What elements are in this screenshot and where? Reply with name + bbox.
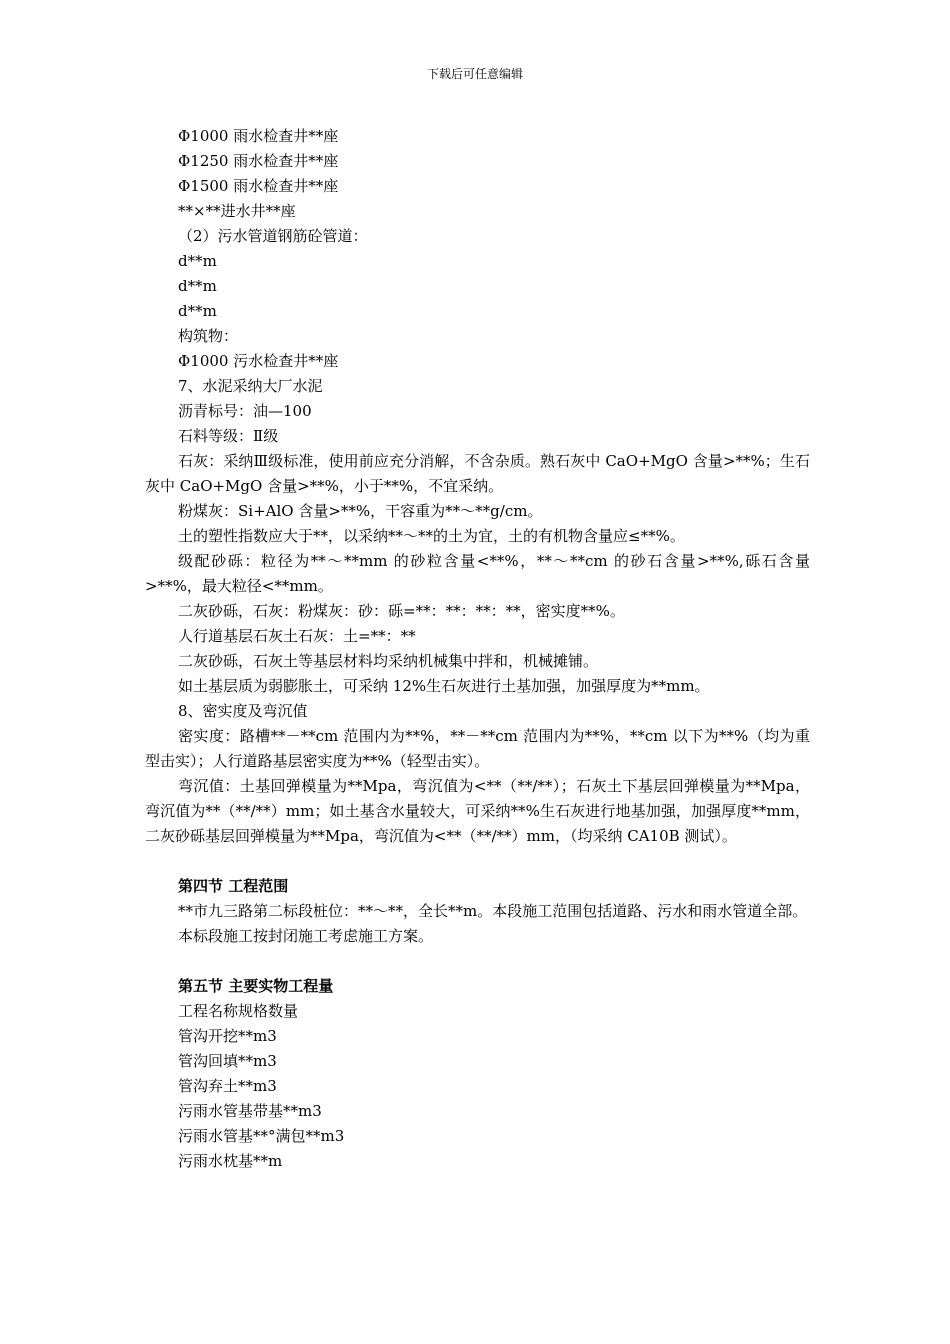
paragraph: 弯沉值：土基回弹模量为**Mpa，弯沉值为<**（**/**）；石灰土下基层回弹模量为**Mpa，弯沉值为**（**/**）mm；如土基含水量较大，可采纳**%生石灰进行地基加强，加强厚度**mm，二灰砂砾基层回弹模量为**Mpa，弯沉值为<**（**/**）mm，（均采纳 CA10B 测试）。 bbox=[145, 777, 810, 845]
text-line: d**m bbox=[178, 302, 217, 320]
blank-line bbox=[145, 949, 810, 974]
text-line: d**m bbox=[178, 252, 217, 270]
text-line: 管沟弃土**m3 bbox=[178, 1077, 277, 1095]
text-line: 构筑物： bbox=[178, 327, 239, 345]
text-line: 管沟回填**m3 bbox=[178, 1052, 277, 1070]
blank-line bbox=[145, 849, 810, 874]
text-line: Φ1000 污水检查井**座 bbox=[178, 352, 339, 370]
paragraph: 石灰：采纳Ⅲ级标准，使用前应充分消解，不含杂质。熟石灰中 CaO+MgO 含量>**%；生石灰中 CaO+MgO 含量>**%，小于**%，不宜采纳。 bbox=[145, 452, 810, 495]
text-line: 污雨水管基**°满包**m3 bbox=[178, 1127, 345, 1145]
section-heading: 第五节 主要实物工程量 bbox=[178, 977, 334, 995]
text-line: 人行道基层石灰土石灰：土=**：** bbox=[178, 627, 416, 645]
text-line: 8、密实度及弯沉值 bbox=[178, 702, 308, 720]
text-line: 二灰砂砾，石灰：粉煤灰：砂：砾=**：**：**：**，密实度**%。 bbox=[178, 602, 625, 620]
text-line: Φ1000 雨水检查井**座 bbox=[178, 127, 339, 145]
document-body bbox=[145, 124, 810, 1174]
page-header-note: 下载后可任意编辑 bbox=[426, 67, 523, 81]
text-line: 污雨水管基带基**m3 bbox=[178, 1102, 322, 1120]
text-line: 石料等级：Ⅱ级 bbox=[178, 427, 279, 445]
text-line: 工程名称规格数量 bbox=[178, 1002, 299, 1020]
text-line: 7、水泥采纳大厂水泥 bbox=[178, 377, 323, 395]
text-line: Φ1250 雨水检查井**座 bbox=[178, 152, 339, 170]
text-line: （2）污水管道钢筋砼管道： bbox=[178, 227, 368, 245]
paragraph: 级配砂砾：粒径为**～**mm 的砂粒含量<**%，**～**cm 的砂石含量>**%,砾石含量>**%，最大粒径<**mm。 bbox=[145, 552, 810, 595]
text-line: d**m bbox=[178, 277, 217, 295]
text-line: **×**进水井**座 bbox=[178, 202, 296, 220]
text-line: 粉煤灰：Si+AlO 含量>**%，干容重为**～**g/cm。 bbox=[178, 502, 543, 520]
paragraph: **市九三路第二标段桩位：**～**，全长**m。本段施工范围包括道路、污水和雨水管道全部。 bbox=[178, 902, 808, 920]
text-line: Φ1500 雨水检查井**座 bbox=[178, 177, 339, 195]
text-line: 本标段施工按封闭施工考虑施工方案。 bbox=[178, 927, 434, 945]
text-line: 管沟开挖**m3 bbox=[178, 1027, 277, 1045]
text-line: 土的塑性指数应大于**，以采纳**～**的土为宜，土的有机物含量应≤**%。 bbox=[178, 527, 685, 545]
text-line: 如土基层质为弱膨胀土，可采纳 12%生石灰进行土基加强，加强厚度为**mm。 bbox=[178, 677, 710, 695]
section-heading: 第四节 工程范围 bbox=[178, 877, 289, 895]
text-line: 二灰砂砾，石灰土等基层材料均采纳机械集中拌和，机械摊铺。 bbox=[178, 652, 599, 670]
paragraph: 密实度：路槽**－**cm 范围内为**%，**－**cm 范围内为**%，**cm 以下为**%（均为重型击实）；人行道路基层密实度为**%（轻型击实）。 bbox=[145, 727, 810, 770]
text-line: 沥青标号：油—100 bbox=[178, 402, 312, 420]
text-line: 污雨水枕基**m bbox=[178, 1152, 283, 1170]
